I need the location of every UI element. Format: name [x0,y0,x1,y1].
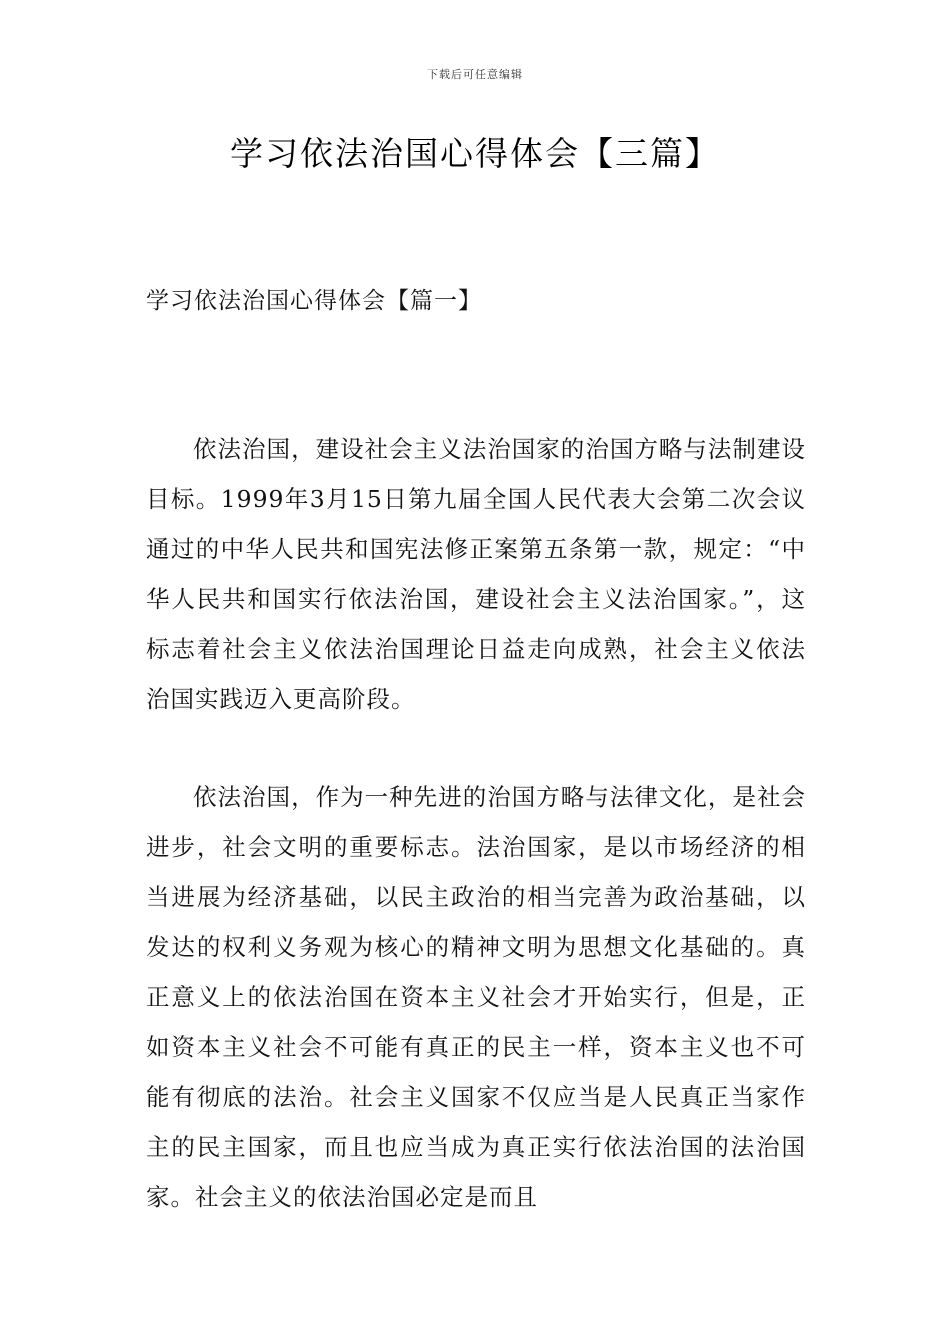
paragraph-1: 依法治国，建设社会主义法治国家的治国方略与法制建设目标。1999年3月15日第九届全国人民代表大会第二次会议通过的中华人民共和国宪法修正案第五条第一款，规定：“中华人民共和国实行依法治国，建设社会主义法治国家。”，这标志着社会主义依法治国理论日益走向成熟，社会主义依法治国实践迈入更高阶段。 [146,435,806,713]
header-note: 下载后可任意编辑 [427,68,523,81]
section-heading: 学习依法治国心得体会【篇一】 [146,288,482,314]
paragraph-2: 依法治国，作为一种先进的治国方略与法律文化，是社会进步，社会文明的重要标志。法治国家，是以市场经济的相当进展为经济基础，以民主政治的相当完善为政治基础，以发达的权利义务观为核心的精神文明为思想文化基础的。真正意义上的依法治国在资本主义社会才开始实行，但是，正如资本主义社会不可能有真正的民主一样，资本主义也不可能有彻底的法治。社会主义国家不仅应当是人民真正当家作主的民主国家，而且也应当成为真正实行依法治国的法治国家。社会主义的依法治国必定是而且 [146,783,806,1211]
document-title: 学习依法治国心得体会【三篇】 [230,134,720,173]
